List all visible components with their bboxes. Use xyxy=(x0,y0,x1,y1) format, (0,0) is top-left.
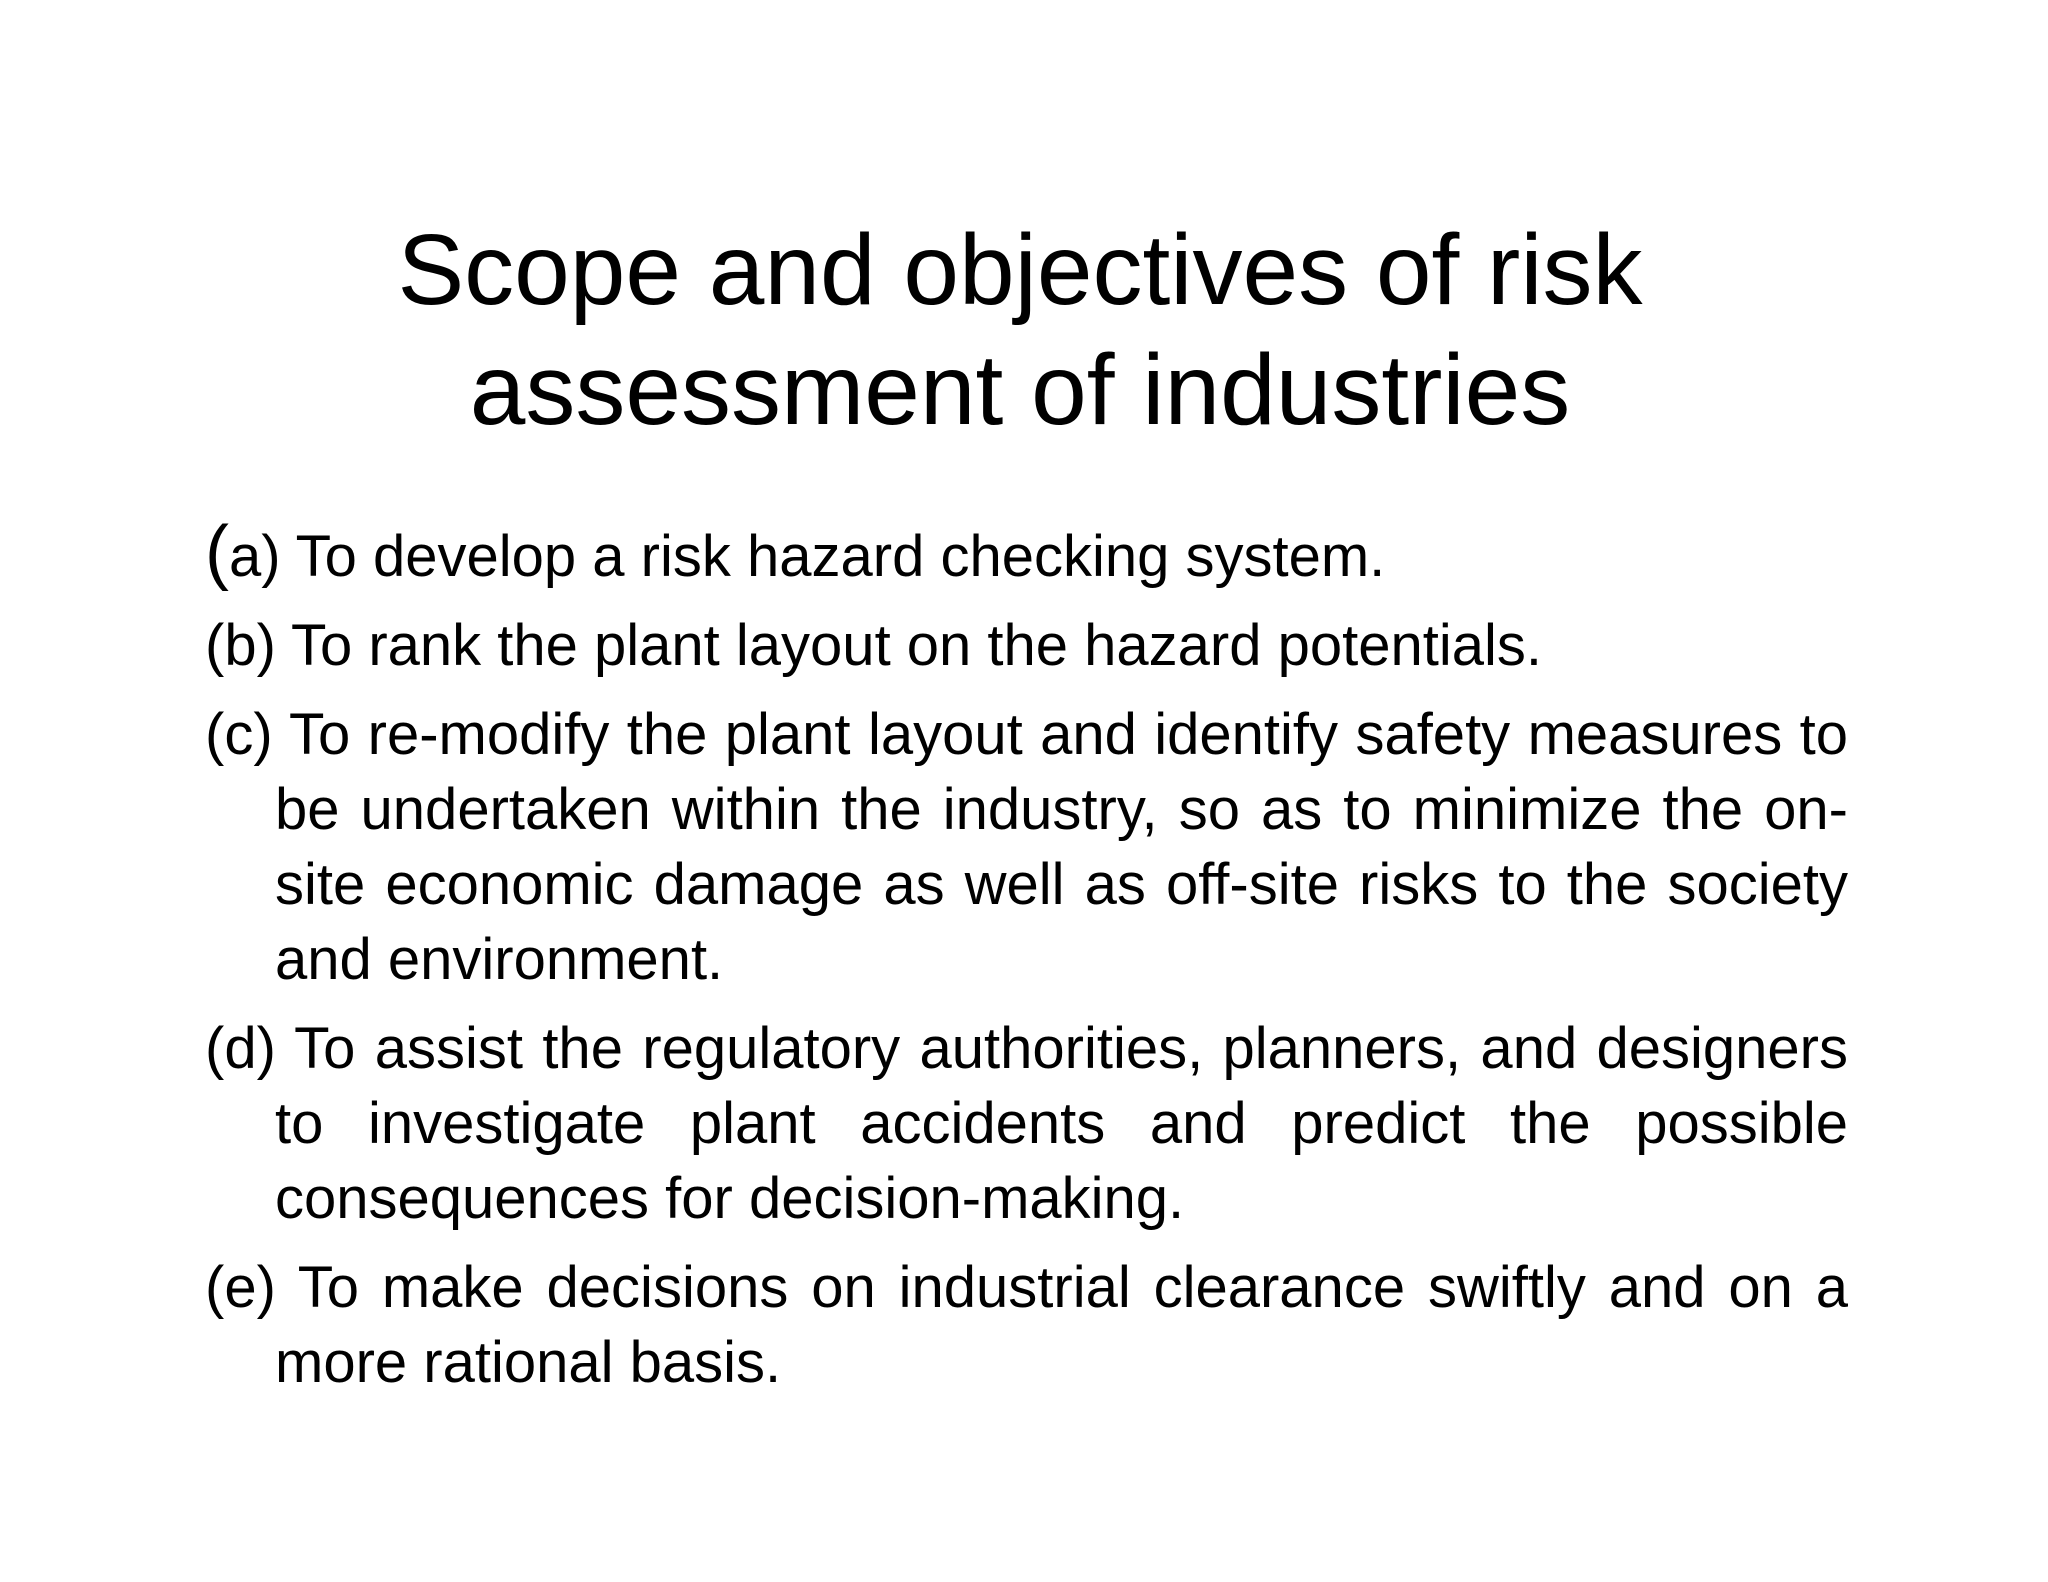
objective-label-a-paren: ( xyxy=(205,512,229,592)
objective-text-d: To assist the regulatory authorities, planners, and designers to investigate plant accidents and predict the possible consequences for decision-making. xyxy=(275,1016,1849,1231)
objective-text-b: To rank the plant layout on the hazard potentials. xyxy=(290,613,1543,678)
objective-label-d: (d) xyxy=(205,1016,276,1081)
objective-item-e xyxy=(205,1250,1848,1400)
objective-label-e: (e) xyxy=(205,1255,276,1320)
objective-text-a: To develop a risk hazard checking system. xyxy=(295,524,1386,589)
objective-label-c: (c) xyxy=(205,702,273,767)
objective-item-a xyxy=(205,512,1848,594)
objective-label-b: (b) xyxy=(205,613,276,678)
objective-item-d xyxy=(205,1011,1848,1236)
objective-text-c: To re-modify the plant layout and identify safety measures to be undertaken within the industry, so as to minimize the on-site economic damage as well as off-site risks to the society and environment. xyxy=(275,702,1848,992)
objective-label-a: a) xyxy=(228,524,281,589)
slide-title-line-1: Scope and objectives of risk xyxy=(397,214,1643,326)
slide-title xyxy=(300,210,1740,450)
objective-item-c xyxy=(205,697,1848,997)
objective-item-b xyxy=(205,608,1848,683)
objectives-list xyxy=(205,512,1849,1414)
objective-text-e: To make decisions on industrial clearance swiftly and on a more rational basis. xyxy=(275,1255,1848,1395)
slide-title-line-2: assessment of industries xyxy=(469,334,1571,446)
